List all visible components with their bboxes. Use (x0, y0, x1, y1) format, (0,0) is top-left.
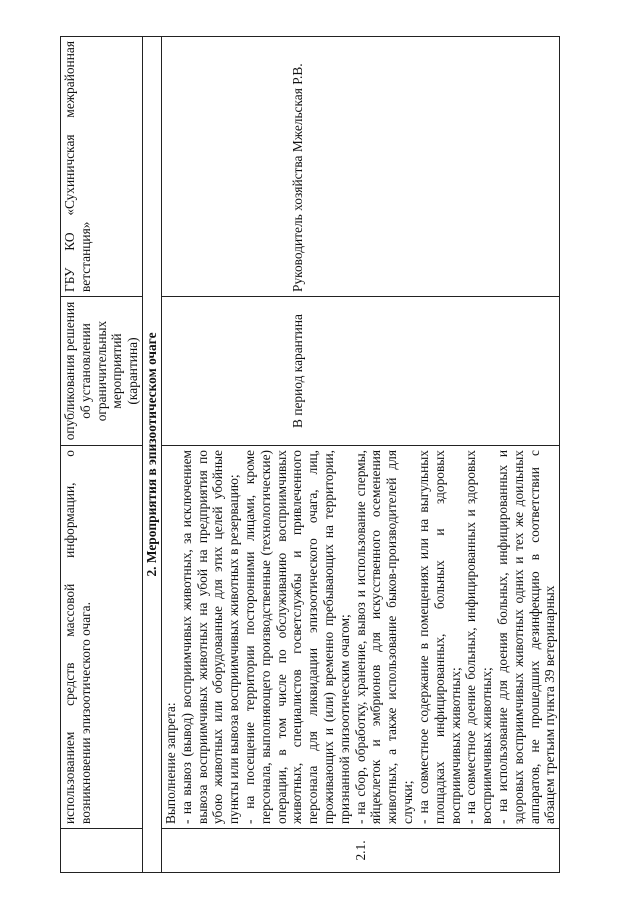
measure-line: Выполнение запрета: (162, 702, 178, 824)
measure-text (161, 446, 559, 829)
section-title: 2. Мероприятия в эпизоотическом очаге (143, 37, 162, 873)
measure-line: - на использование для доения больных, инфицированных и здоровых восприимчивых животных одних и тех же доильных аппаратов, не прошедших дезинфекцию в соответствии с абзацем третьим пункта 39 ветеринарных (494, 450, 558, 824)
measure-line: - на сбор, обработку, хранение, вывоз и использование спермы, яйцеклеток и эмбрионов для искусственного осеменения животных, а также использование быков-производителей для случки; (352, 450, 416, 824)
table-row (61, 37, 143, 873)
table-row (161, 37, 559, 873)
row-number: 2.1. (161, 829, 559, 873)
measure-text: использованием средств массовой информации, о возникновении эпизоотического очага. (61, 446, 143, 829)
measure-line: - на посещение территории посторонними лицами, кроме персонала, выполняющего производственные (технологические) операции, в том числе по обслуживанию восприимчивых животных, специалистов госветслужбы и привлеченного персонала для ликвидации эпизоотического очага, лиц, проживающих и (или) временно пребывающих на территории, признанной эпизоотическим очагом; (241, 450, 352, 824)
responsible-cell (161, 37, 559, 297)
section-header-row (143, 37, 162, 873)
row-number (61, 829, 143, 873)
term-cell (161, 297, 559, 446)
measure-line: - на совместное содержание в помещениях или на выгульных площадках инфицированных, больных и здоровых восприимчивых животных; (415, 450, 463, 824)
measure-line: - на вывоз (вывод) восприимчивых животных, за исключением вывоза восприимчивых животных на убой на предприятия по убою животных или оборудованные для этих целей убойные пункты или вывоза восприимчивых животных в резервацию; (178, 450, 242, 824)
term-text: опубликования решения об установлении ограничительных мероприятий (карантина) (61, 297, 143, 446)
term-text: В период карантина (289, 314, 305, 428)
responsible-text: ГБУ КО «Сухиничская межрайонная ветстанция» (61, 37, 143, 297)
measure-line: - на совместное доение больных, инфицированных и здоровых восприимчивых животных; (463, 450, 495, 824)
responsible-text: Руководитель хозяйства Мжельская Р.В. (289, 63, 305, 292)
measures-table (60, 36, 560, 873)
